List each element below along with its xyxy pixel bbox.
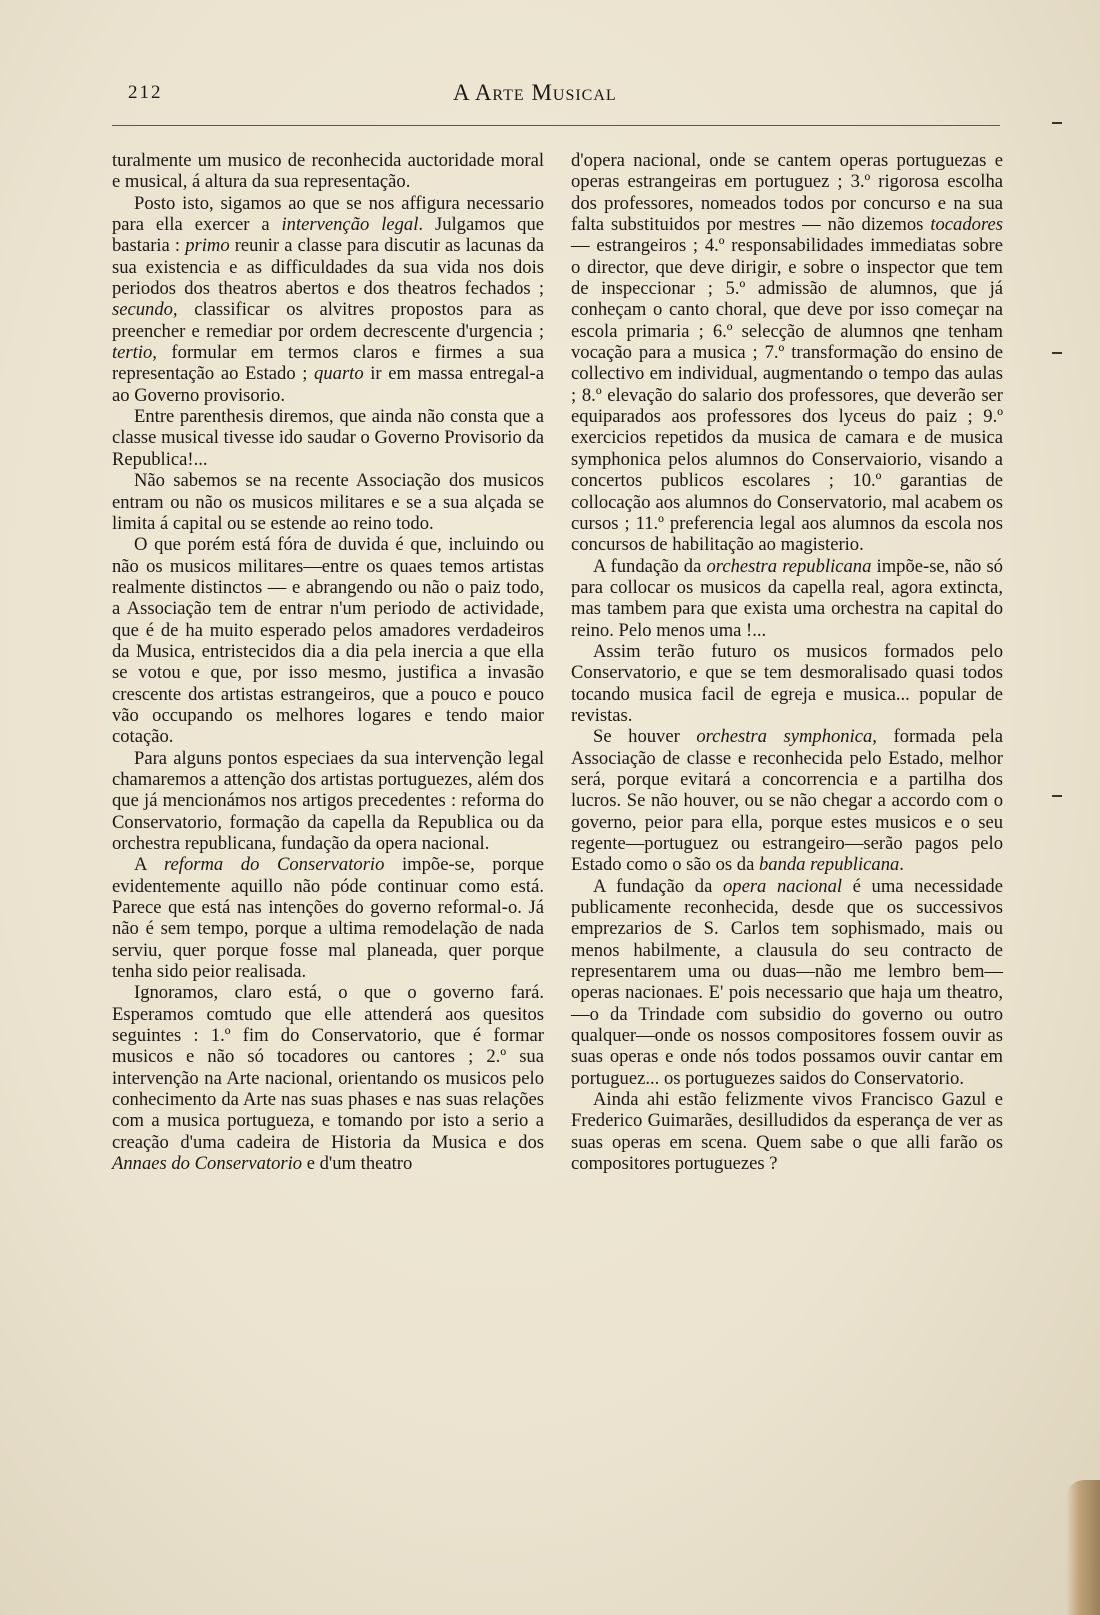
page-header — [128, 82, 1008, 112]
paragraph: Assim terão futuro os musicos formados pelo Conservatorio, e que se tem desmoralisado quasi todos tocando musica facil de egreja e musica... popular de revistas. — [571, 640, 1003, 726]
right-column — [571, 150, 1003, 1175]
paragraph: Ignoramos, claro está, o que o governo fará. Esperamos comtudo que elle attenderá aos quesitos seguintes : 1.º fim do Conservatorio, que é formar musicos e não só tocadores ou cantores ; 2.º sua intervenção na Arte nacional, orientando os musicos pelo conhecimento da Arte nas suas phases e nas suas relações com a musica portugueza, e tomando por isto a serio a creação d'uma cadeira de Historia da Musica e dos Annaes do Conservatorio e d'um theatro — [112, 982, 544, 1175]
paragraph: Posto isto, sigamos ao que se nos affigura necessario para ella exercer a intervenção legal. Julgamos que bastaria : primo reunir a classe para discutir as lacunas da sua existencia e as difficuldades da sua vida nos dois periodos dos theatros abertos e dos theatros fechados ; secundo, classificar os alvitres propostos para as preencher e remediar por ordem decrescente d'urgencia ; tertio, formular em termos claros e firmes a sua representação ao Estado ; quarto ir em massa entregal-a ao Governo provisorio. — [112, 192, 545, 406]
edge-mark — [1052, 352, 1062, 354]
edge-mark — [1052, 795, 1062, 797]
paragraph: A fundação da opera nacional é uma necessidade publicamente reconhecida, desde que os successivos emprezarios de S. Carlos tem sophismado, mais ou menos habilmente, a clausula do seu contracto de representarem uma ou duas—não me lembro bem—operas nacionaes. E' pois necessario que haja um theatro,—o da Trindade com subsidio do governo ou outro qualquer—onde os nossos compositores fossem ouvir as suas operas e onde nós todos possamos ouvir cantar em portuguez... os portuguezes saidos do Conservatorio. — [571, 875, 1003, 1089]
left-column — [112, 150, 544, 1175]
paragraph: O que porém está fóra de duvida é que, incluindo ou não os musicos militares—entre os quaes temos artistas realmente distinctos — e abrangendo ou não o paiz todo, a Associação tem de entrar n'um periodo de actividade, que é de ha muito esperado pelos amadores verdadeiros da Musica, entristecidos dia a dia pela inercia a que ella se votou e que, por isso mesmo, justifica a invasão crescente dos artistas estrangeiros, que a pouco e pouco vão occupando os melhores logares e tendo maior cotação. — [112, 534, 544, 748]
paragraph: turalmente um musico de reconhecida auctoridade moral e musical, á altura da sua representação. — [112, 150, 544, 193]
header-rule — [112, 125, 1000, 126]
paragraph: A fundação da orchestra republicana impõe-se, não só para collocar os musicos da capella real, agora extincta, mas tambem para que exista uma orchestra na capital do reino. Pelo menos uma !... — [571, 555, 1003, 641]
paragraph: A reforma do Conservatorio impõe-se, porque evidentemente aquillo não póde continuar como está. Parece que está nas intenções do governo reformal-o. Já não é sem tempo, porque a ultima remodelação de nada serviu, quer porque fosse mal planeada, quer porque tenha sido peior realisada. — [112, 854, 545, 983]
edge-mark — [1052, 122, 1062, 124]
paragraph: Não sabemos se na recente Associação dos musicos entram ou não os musicos militares e se a sua alçada se limita á capital ou se estende ao reino todo. — [112, 470, 544, 534]
running-title: A Arte Musical — [453, 80, 617, 105]
paragraph: Entre parenthesis diremos, que ainda não consta que a classe musical tivesse ido saudar o Governo Provisorio da Republica!... — [112, 406, 544, 470]
paragraph: d'opera nacional, onde se cantem operas portuguezas e operas estrangeiras em portuguez ; 3.º rigorosa escolha dos professores, nomeados todos por concurso e na sua falta substituidos por mestres — não dizemos tocadores — estrangeiros ; 4.º responsabilidades immediatas sobre o director, que deve dirigir, e sobre o inspector que tem de inspeccionar ; 5.º admissão de alumnos, que já conheçam o canto choral, que deve por isso começar na escola primaria ; 6.º selecção de alumnos qne tenham vocação para a musica ; 7.º transformação do ensino de collectivo em individual, augmentando o tempo das aulas ; 8.º elevação do salario dos professores, que deverão ser equiparados aos professores dos lyceus do paiz ; 9.º exercicios repetidos da musica de camara e de musica symphonica pelos alumnos do Conservaiorio, visando a concertos publicos escolares ; 10.º garantias de collocação aos alumnos do Conservatorio, mal acabem os cursos ; 11.º preferencia legal aos alumnos da escola nos concursos de habilitação ao magisterio. — [571, 150, 1003, 556]
paragraph: Ainda ahi estão felizmente vivos Francisco Gazul e Frederico Guimarães, desilludidos da esperança de ver as suas operas em scena. Quem sabe o que alli farão os compositores portuguezes ? — [571, 1089, 1003, 1175]
paragraph: Se houver orchestra symphonica, formada pela Associação de classe e reconhecida pelo Estado, melhor será, porque evitará a concorrencia e a partilha dos lucros. Se não houver, ou se não chegar a accordo com o governo, peior para ella, porque estes musicos e o seu regente—portuguez ou estrangeiro—serão pagos pelo Estado como o são os da banda republicana. — [571, 726, 1003, 876]
paragraph: Para alguns pontos especiaes da sua intervenção legal chamaremos a attenção dos artistas portuguezes, além dos que já mencionámos nos artigos precedentes : reforma do Conservatorio, formação da capella da Republica ou da orchestra republicana, fundação da opera nacional. — [112, 747, 544, 854]
page-number: 212 — [128, 82, 163, 103]
page-edge-shadow — [1066, 1480, 1100, 1615]
